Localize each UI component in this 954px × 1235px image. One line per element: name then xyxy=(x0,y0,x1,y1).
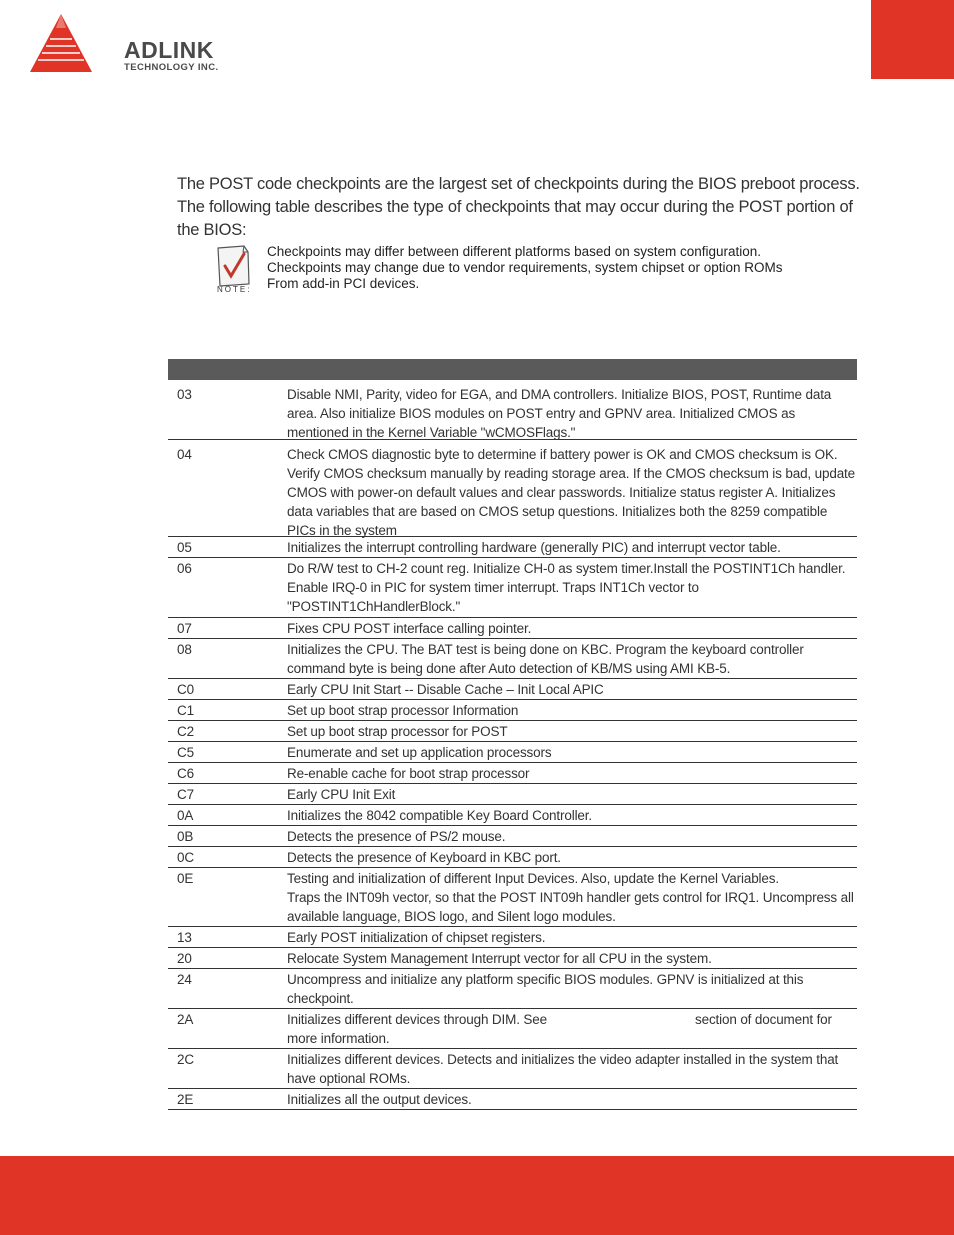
checkpoint-code: 24 xyxy=(177,972,192,987)
checkpoint-description: Relocate System Management Interrupt vector for all CPU in the system. xyxy=(287,951,712,966)
checkpoint-description: Initializes the 8042 compatible Key Board Controller. xyxy=(287,808,592,823)
checkpoint-description xyxy=(287,868,857,926)
checkpoint-description: Initializes the interrupt controlling hardware (generally PIC) and interrupt vector table. xyxy=(287,540,781,555)
table-row xyxy=(168,868,857,927)
checkpoint-description: Uncompress and initialize any platform specific BIOS modules. GPNV is initialized at this checkpoint. xyxy=(287,972,804,1006)
checkpoint-description: Do R/W test to CH-2 count reg. Initialize CH-0 as system timer.Install the POSTINT1Ch handler. Enable IRQ-0 in PIC for system timer interrupt. Traps INT1Ch vector to "POSTINT1ChHandlerBlock." xyxy=(287,561,846,614)
footer-band xyxy=(0,1156,954,1235)
checkpoint-code: 20 xyxy=(177,951,192,966)
checkpoint-description-part: section of document for xyxy=(695,1012,832,1027)
note-line: Checkpoints may differ between different platforms based on system configuration. xyxy=(267,244,762,259)
table-row xyxy=(168,679,857,700)
table-row xyxy=(168,700,857,721)
checkpoint-description xyxy=(287,1009,857,1048)
checkpoint-description: Initializes all the output devices. xyxy=(287,1092,472,1107)
checkpoint-code: 05 xyxy=(177,540,192,555)
checkpoint-code: 06 xyxy=(177,561,192,576)
checkpoint-code: 2E xyxy=(177,1092,194,1107)
table-row xyxy=(168,1009,857,1049)
checkpoint-description: Re-enable cache for boot strap processor xyxy=(287,766,530,781)
brand-subtitle: TECHNOLOGY INC. xyxy=(124,62,219,73)
checkpoint-code: 08 xyxy=(177,642,192,657)
checkpoint-code: 03 xyxy=(177,387,192,402)
checkpoint-code: 13 xyxy=(177,930,192,945)
checkpoint-code: 0E xyxy=(177,871,194,886)
checkpoint-code: 04 xyxy=(177,447,192,462)
checkpoint-code: 0A xyxy=(177,808,194,823)
table-row xyxy=(168,927,857,948)
table-row xyxy=(168,1089,857,1110)
note-label: NOTE: xyxy=(217,285,252,294)
checkpoint-description: Early CPU Init Exit xyxy=(287,787,396,802)
table-row xyxy=(168,742,857,763)
table-row xyxy=(168,784,857,805)
table-row xyxy=(168,639,857,679)
intro-paragraph: The POST code checkpoints are the largest set of checkpoints during the BIOS preboot process. The following table describes the type of checkpoints that may occur during the POST portion of the BIOS: xyxy=(177,175,860,239)
post-checkpoint-table xyxy=(168,359,857,1110)
checkpoint-description: Early POST initialization of chipset registers. xyxy=(287,930,546,945)
corner-tab xyxy=(871,0,954,79)
table-row xyxy=(168,1049,857,1089)
checkpoint-description: Detects the presence of PS/2 mouse. xyxy=(287,829,506,844)
table-row xyxy=(168,805,857,826)
checkpoint-description: Fixes CPU POST interface calling pointer. xyxy=(287,621,532,636)
table-row xyxy=(168,763,857,784)
checkpoint-description: Initializes different devices. Detects and initializes the video adapter installed in the system that have optional ROMs. xyxy=(287,1052,839,1086)
checkpoint-description: Check CMOS diagnostic byte to determine if battery power is OK and CMOS checksum is OK. Verify CMOS checksum manually by reading storage area. If the CMOS checksum is bad, update CMOS with power-on default values and clear passwords. Initialize status register A. Initializes data variables that are based on CMOS setup questions. Initializes both the 8259 compatible PICs in the system xyxy=(287,447,856,538)
note-line: Checkpoints may change due to vendor requirements, system chipset or option ROMs xyxy=(267,260,783,275)
checkpoint-code: C0 xyxy=(177,682,194,697)
checkpoint-description-part: more information. xyxy=(287,1031,390,1046)
company-logo xyxy=(28,14,228,78)
checkpoint-code: C1 xyxy=(177,703,194,718)
checkpoint-code: 0C xyxy=(177,850,194,865)
checkpoint-code: C6 xyxy=(177,766,194,781)
checkpoint-description-line: Testing and initialization of different Input Devices. Also, update the Kernel Variables. xyxy=(287,871,779,886)
brand-name: ADLINK xyxy=(124,37,214,63)
table-row xyxy=(168,826,857,847)
table-row xyxy=(168,618,857,639)
table-row xyxy=(168,537,857,558)
checkpoint-description: Set up boot strap processor Information xyxy=(287,703,519,718)
checkpoint-code: 2C xyxy=(177,1052,194,1067)
table-row xyxy=(168,969,857,1009)
checkpoint-code: C5 xyxy=(177,745,194,760)
table-row xyxy=(168,721,857,742)
checkpoint-description: Detects the presence of Keyboard in KBC port. xyxy=(287,850,561,865)
checkpoint-code: C7 xyxy=(177,787,194,802)
checkpoint-description: Initializes the CPU. The BAT test is being done on KBC. Program the keyboard controller command byte is being done after Auto detection of KB/MS using AMI KB-5. xyxy=(287,642,804,676)
table-row xyxy=(168,380,857,440)
table-row xyxy=(168,558,857,618)
checkpoint-code: 2A xyxy=(177,1012,194,1027)
note-line: From add-in PCI devices. xyxy=(267,276,420,291)
note-text xyxy=(267,244,783,292)
checkpoint-code: 07 xyxy=(177,621,192,636)
checkpoint-code: 0B xyxy=(177,829,194,844)
checkpoint-description: Enumerate and set up application processors xyxy=(287,745,552,760)
checkpoint-description-line: Traps the INT09h vector, so that the POST INT09h handler gets control for IRQ1. Uncompress all available language, BIOS logo, and Silent logo modules. xyxy=(287,890,854,924)
checkpoint-description: Early CPU Init Start -- Disable Cache – Init Local APIC xyxy=(287,682,604,697)
table-row xyxy=(168,847,857,868)
note-checkmark-icon xyxy=(214,244,252,296)
table-header xyxy=(168,359,857,380)
table-row xyxy=(168,440,857,537)
table-row xyxy=(168,948,857,969)
checkpoint-description-part: Initializes different devices through DIM. See xyxy=(287,1012,547,1027)
adlink-triangle-icon xyxy=(28,14,94,78)
checkpoint-code: C2 xyxy=(177,724,194,739)
checkpoint-description: Disable NMI, Parity, video for EGA, and DMA controllers. Initialize BIOS, POST, Runtime data area. Also initialize BIOS modules on POST entry and GPNV area. Initialized CMOS as mentioned in the Kernel Variable "wCMOSFlags." xyxy=(287,387,832,440)
checkpoint-description: Set up boot strap processor for POST xyxy=(287,724,508,739)
